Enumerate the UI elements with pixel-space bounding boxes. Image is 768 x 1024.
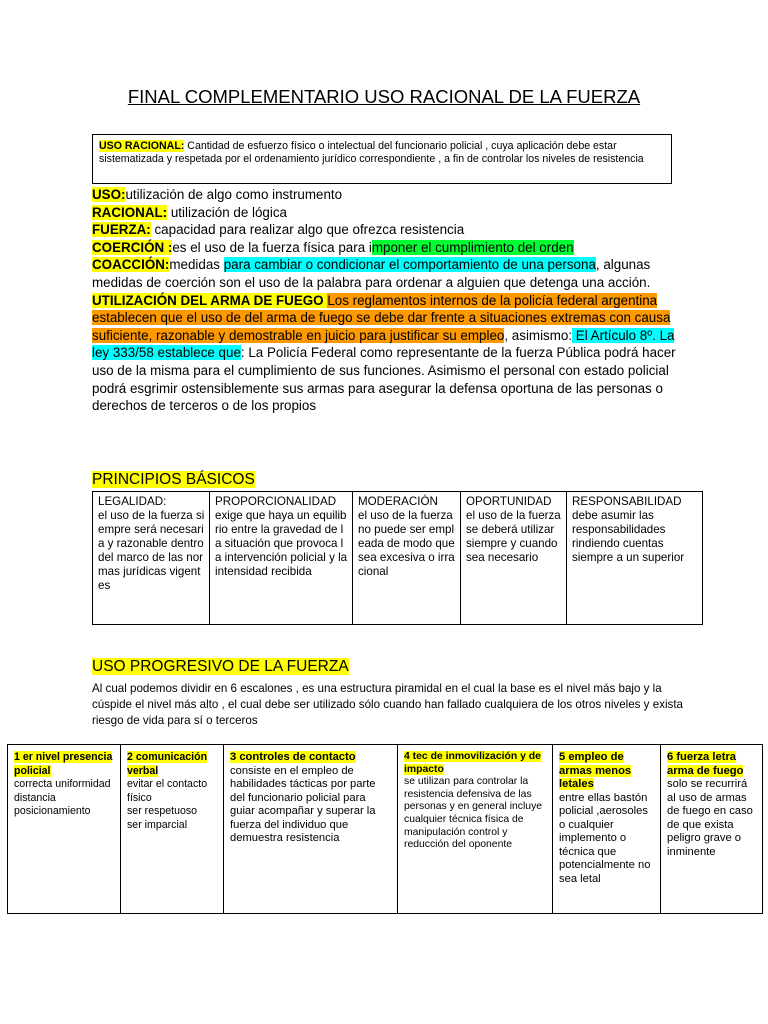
text-fuerza: capacidad para realizar algo que ofrezca resistencia <box>150 222 465 238</box>
escalon-body: correcta uniformidad distancia posicionamiento <box>14 778 111 817</box>
text-uso: utilización de algo como instrumento <box>125 187 343 202</box>
escalon-head-text: 1 er nivel presencia policial <box>14 751 113 777</box>
term-coercion: COERCIÓN : <box>92 239 173 255</box>
term-fuerza: FUERZA: <box>92 222 151 238</box>
definitions-section <box>92 186 678 415</box>
principio-body: el uso de la fuerza siempre será necesaria y razonable dentro del marco de las normas jurídicas vigentes <box>98 509 205 592</box>
text-arma-c: El Artículo 8º. La ley 333/58 establece que <box>92 327 675 361</box>
escalon-head <box>230 751 393 765</box>
escalon-body: solo se recurrirá al uso de armas de fuego en caso de que exista peligro grave o inminente <box>667 778 753 858</box>
table-row <box>93 492 703 625</box>
definition-box <box>92 134 672 184</box>
principios-heading-text: PRINCIPIOS BÁSICOS <box>92 471 255 488</box>
definition-term: USO RACIONAL: <box>99 140 185 152</box>
definition-text: Cantidad de esfuerzo físico o intelectual del funcionario policial , cuya aplicación debe estar sistematizada y respetada por el ordenamiento jurídico correspondiente , a fin de controlar los niveles de resistencia <box>99 140 644 165</box>
escalon-cell <box>398 745 553 914</box>
escalon-cell <box>121 745 224 914</box>
escalon-cell <box>224 745 398 914</box>
def-uso <box>92 186 678 204</box>
escalon-head <box>127 751 219 778</box>
progresivo-intro: Al cual podemos dividir en 6 escalones , es una estructura piramidal en el cual la base es el nivel más bajo y la cúspide el nivel más alto , el cual debe ser utilizado sólo cuando han fallado cualquiera de los otros niveles y exista riesgo de vida para sí o terceros <box>92 682 683 727</box>
escalon-head <box>14 751 116 778</box>
escalon-head-text: 6 fuerza letra arma de fuego <box>667 751 744 777</box>
def-arma <box>92 292 678 415</box>
principios-heading <box>92 470 255 489</box>
principio-body: debe asumir las responsabilidades rindiendo cuentas siempre a un superior <box>572 509 685 564</box>
term-coaccion: COACCIÓN: <box>92 257 170 273</box>
escalon-head-text: 2 comunicación verbal <box>127 751 208 777</box>
escalon-head-text: 3 controles de contacto <box>230 751 356 763</box>
escalon-cell <box>8 745 121 914</box>
text-arma-d: : La Policía Federal como representante de la fuerza Pública podrá hacer uso de la misma para el cumplimiento de sus funciones. Asimismo el personal con estado policial podrá esgrimir ostensiblemente sus armas para asegurar la defensa oportuna de las personas o derechos de terceros o de los propios <box>92 345 676 414</box>
progresivo-heading-text: USO PROGRESIVO DE LA FUERZA <box>92 658 349 675</box>
text-arma-b: , asimismo: <box>504 327 573 343</box>
text-coaccion-c: , algunas medidas de coerción son el uso de la palabra para ordenar a alguien que detenga una acción. <box>92 257 651 290</box>
principio-cell <box>461 492 567 625</box>
term-uso: USO: <box>92 187 126 202</box>
principio-head: OPORTUNIDAD <box>466 495 552 508</box>
term-arma: UTILIZACIÓN DEL ARMA DE FUEGO <box>92 292 324 308</box>
escalon-head <box>559 751 656 792</box>
escalon-body: evitar el contacto físico ser respetuoso ser imparcial <box>127 778 208 831</box>
text-racional: utilización de lógica <box>167 204 287 220</box>
principio-head: MODERACIÓN <box>358 495 438 508</box>
escalones-table <box>7 744 763 914</box>
principios-table <box>92 491 703 625</box>
progresivo-heading <box>92 657 349 676</box>
term-racional: RACIONAL: <box>92 204 168 220</box>
escalon-head-text: 4 tec de inmovilización y de impacto <box>404 751 541 775</box>
page-title: FINAL COMPLEMENTARIO USO RACIONAL DE LA FUERZA <box>127 86 641 107</box>
principio-body: el uso de la fuerza no puede ser empleada de modo que sea excesiva o irracional <box>358 509 455 578</box>
escalon-body: entre ellas bastón policial ,aerosoles o cualquier implemento o técnica que potencialmente no sea letal <box>559 791 651 885</box>
principio-body: exige que haya un equilibrio entre la gravedad de la situación que provoca la intervención policial y la intensidad recibida <box>215 509 348 578</box>
def-fuerza <box>92 221 678 239</box>
principio-cell <box>210 492 353 625</box>
principio-head: RESPONSABILIDAD <box>572 495 682 508</box>
escalon-head-text: 5 empleo de armas menos letales <box>559 751 632 790</box>
def-coaccion <box>92 256 678 291</box>
escalon-cell <box>553 745 661 914</box>
text-coercion-b: mponer el cumplimiento del orden <box>371 239 574 255</box>
text-coercion-a: es el uso de la fuerza física para i <box>172 239 372 255</box>
text-coaccion-b: para cambiar o condicionar el comportamiento de una persona <box>223 257 596 273</box>
escalon-head <box>404 751 548 776</box>
principio-head: PROPORCIONALIDAD <box>215 495 337 508</box>
def-racional <box>92 204 678 222</box>
principio-body: el uso de la fuerza se deberá utilizar siempre y cuando sea necesario <box>466 509 561 564</box>
escalon-body: se utilizan para controlar la resistencia defensiva de las personas y en general incluye cualquier técnica física de manipulación control y reducción del oponente <box>404 776 543 851</box>
def-coercion <box>92 239 678 257</box>
principio-cell <box>567 492 703 625</box>
text-coaccion-a: medidas <box>169 257 224 273</box>
principio-cell <box>353 492 461 625</box>
escalon-head <box>667 751 758 778</box>
escalon-body: consiste en el empleo de habilidades tácticas por parte del funcionario policial para guiar acompañar y superar la fuerza del individuo que demuestra resistencia <box>230 764 376 844</box>
principio-cell <box>93 492 210 625</box>
principio-head: LEGALIDAD: <box>98 495 167 508</box>
table-row <box>8 745 763 914</box>
escalon-cell <box>661 745 763 914</box>
text-arma-a: Los reglamentos internos de la policía federal argentina establecen que el uso de del arma de fuego se debe dar frente a situaciones extremas con causa suficiente, razonable y demostrable en juicio para justificar su empleo <box>92 292 671 343</box>
